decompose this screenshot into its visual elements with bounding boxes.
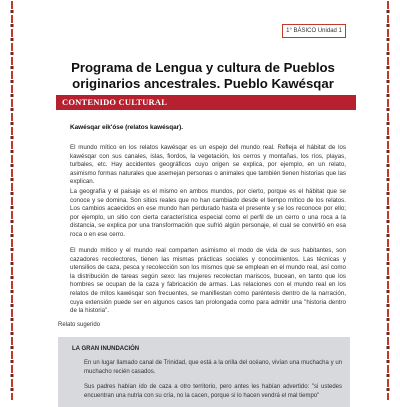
relato-title: LA GRAN INUNDACIÓN <box>72 346 140 352</box>
content-paragraph-3: El mundo mítico y el mundo real comparten asimismo el modo de vida de sus habitantes, son cazadores recolectores, tienen las mismas prácticas sociales y conocimientos. Las técnicas y utensilios de caza, pesca y recolección son los mismos que se emplean en el mundo real, así como la distribución de tareas según sexo: las mujeres recolectan mariscos, bucean, en tanto que los hombres se ocupan de la caza y fabricación de armas. Las relaciones con el mundo real en los relatos de mitos kawésqar son frecuentes, se manifiestan como paréntesis dentro de la narración, cuya extensión puede ser en algunos casos tan prolongada como para admitir una "historia dentro de la historia". <box>70 247 346 315</box>
content-paragraph-1: El mundo mítico en los relatos kawésqar es un espejo del mundo real. Refleja el hábitat de los kawésqar con sus canales, islas, fiordos, la vegetación, los cerros y montañas, los ríos, playas, turbales, etc. Hay accidentes geográficos cuyo origen se explica, por ejemplo, en un relato, asimismo formas naturales que asemejan personas o animales que también tienen historias que las explican. <box>70 144 346 186</box>
left-decorative-border <box>8 0 16 400</box>
content-subheading: Kawésqar eik'óse (relatos kawésqar). <box>70 124 184 131</box>
right-decorative-border <box>384 0 392 400</box>
unit-tag: 1° BÁSICO Unidad 1 <box>282 24 346 38</box>
relato-paragraph-1: En un lugar llamado canal de Trinidad, que está a la orilla del océano, vivían una muchacha y un muchacho recién casados. <box>84 360 342 375</box>
relato-paragraph-2: Sus padres habían ido de caza a otro territorio, pero antes les habían advertido: "si ustedes encuentran una nutria con su cría, no la cacen, porque si lo hacen vendrá el mal tiempo" <box>84 384 342 399</box>
relato-box <box>58 337 350 407</box>
section-header: CONTENIDO CULTURAL <box>56 95 356 110</box>
content-paragraph-2: La geografía y el paisaje es el mismo en ambos mundos, por cierto, porque es el hábitat que se conoce y se domina. Son sitios reales que no han cambiado desde el tiempo mítico de los relatos. Los cambios acaecidos en ese mundo han perdurado hasta el presente y se los reconoce por ello; por ejemplo, un sitio con cierta característica especial como el perfil de un cerro o una roca a la distancia, se explica por una transformación que sufrió algún personaje, el cual se convirtió en esa roca o en ese cerro. <box>70 188 346 238</box>
relato-label: Relato sugerido <box>58 322 101 328</box>
page-title: Programa de Lengua y cultura de Pueblos originarios ancestrales. Pueblo Kawésqar <box>71 60 335 91</box>
